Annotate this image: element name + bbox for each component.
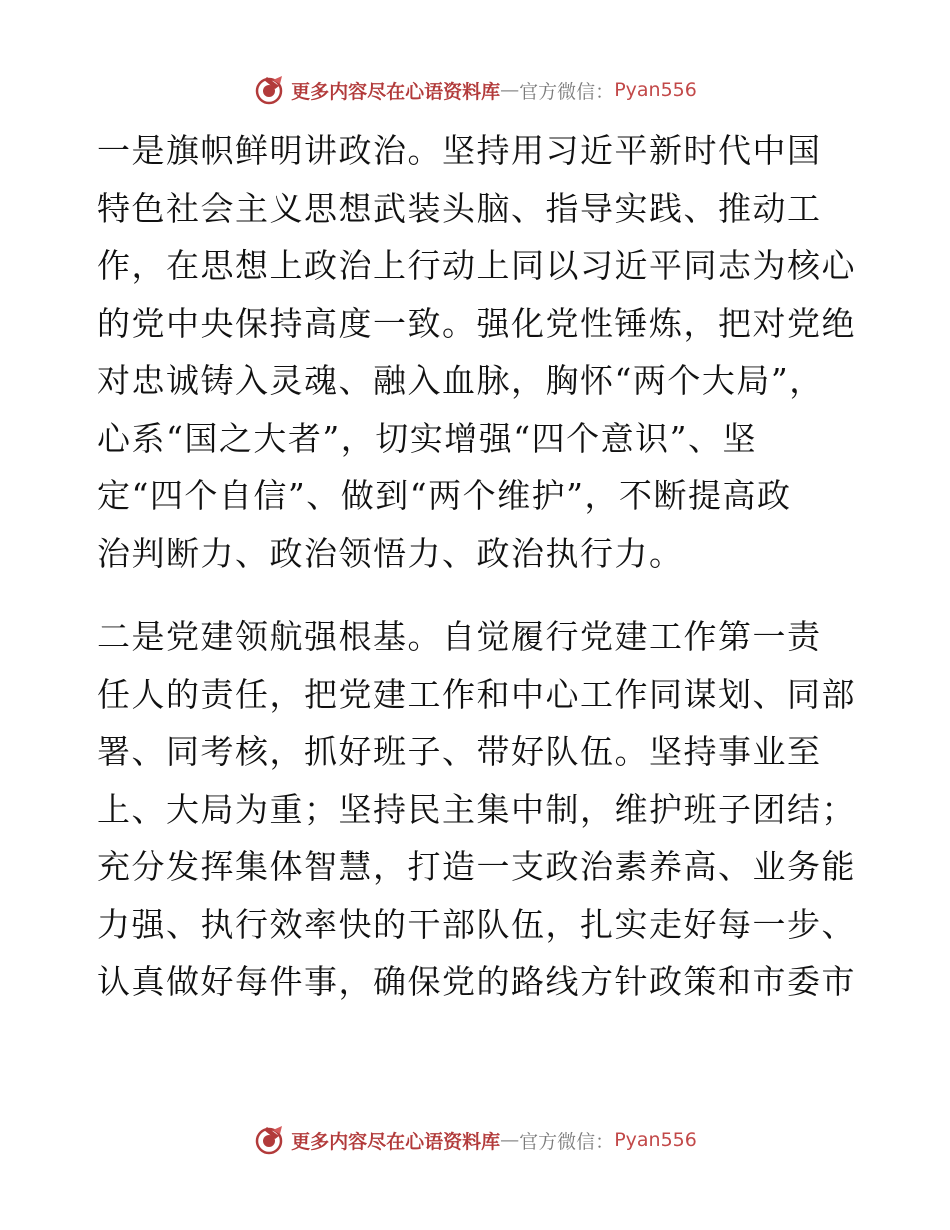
text-line: 任人的责任，把党建工作和中心工作同谋划、同部 (97, 674, 856, 714)
text-line: 对忠诚铸入灵魂、融入血脉，胸怀“两个大局”， (97, 361, 824, 400)
text-line: 的党中央保持高度一致。强化党性锤炼，把对党绝 (97, 303, 856, 343)
text-line: 一是旗帜鲜明讲政治。坚持用习近平新时代中国 (97, 131, 822, 170)
paragraph-1 (97, 122, 857, 582)
text-line: 治判断力、政治领悟力、政治执行力。 (97, 533, 684, 573)
text-line: 署、同考核，抓好班子、带好队伍。坚持事业至 (97, 732, 822, 771)
banner-dash: — (500, 1129, 520, 1151)
banner-dash: — (500, 79, 520, 101)
pen-logo-icon (253, 74, 285, 106)
text-line: 充分发挥集体智慧，打造一支政治素养高、业务能 (97, 847, 856, 886)
text-line: 认真做好每件事，确保党的路线方针政策和市委市 (97, 962, 856, 1001)
document-body (97, 122, 857, 1011)
pen-logo-icon (253, 1124, 285, 1156)
text-line: 特色社会主义思想武装头脑、指导实践、推动工 (97, 188, 822, 228)
paragraph-2 (97, 608, 857, 1011)
banner-main-text: 更多内容尽在心语资料库 (291, 1130, 501, 1153)
banner-wechat-id: Pyan556 (614, 79, 697, 101)
text-line: 心系“国之大者”，切实增强“四个意识”、坚 (97, 418, 757, 458)
banner-label: 官方微信： (519, 80, 615, 103)
text-line: 作，在思想上政治上行动上同以习近平同志为核心 (97, 246, 856, 285)
text-line: 力强、执行效率快的干部队伍，扎实走好每一步、 (97, 904, 856, 944)
banner-main-text: 更多内容尽在心语资料库 (291, 80, 501, 103)
header-banner (0, 70, 950, 110)
text-line: 二是党建领航强根基。自觉履行党建工作第一责 (97, 617, 822, 656)
text-line: 上、大局为重；坚持民主集中制，维护班子团结； (97, 789, 856, 829)
footer-banner (0, 1120, 950, 1160)
banner-label: 官方微信： (519, 1130, 615, 1153)
text-line: 定“四个自信”、做到“两个维护”，不断提高政 (97, 476, 792, 515)
banner-wechat-id: Pyan556 (614, 1129, 697, 1151)
